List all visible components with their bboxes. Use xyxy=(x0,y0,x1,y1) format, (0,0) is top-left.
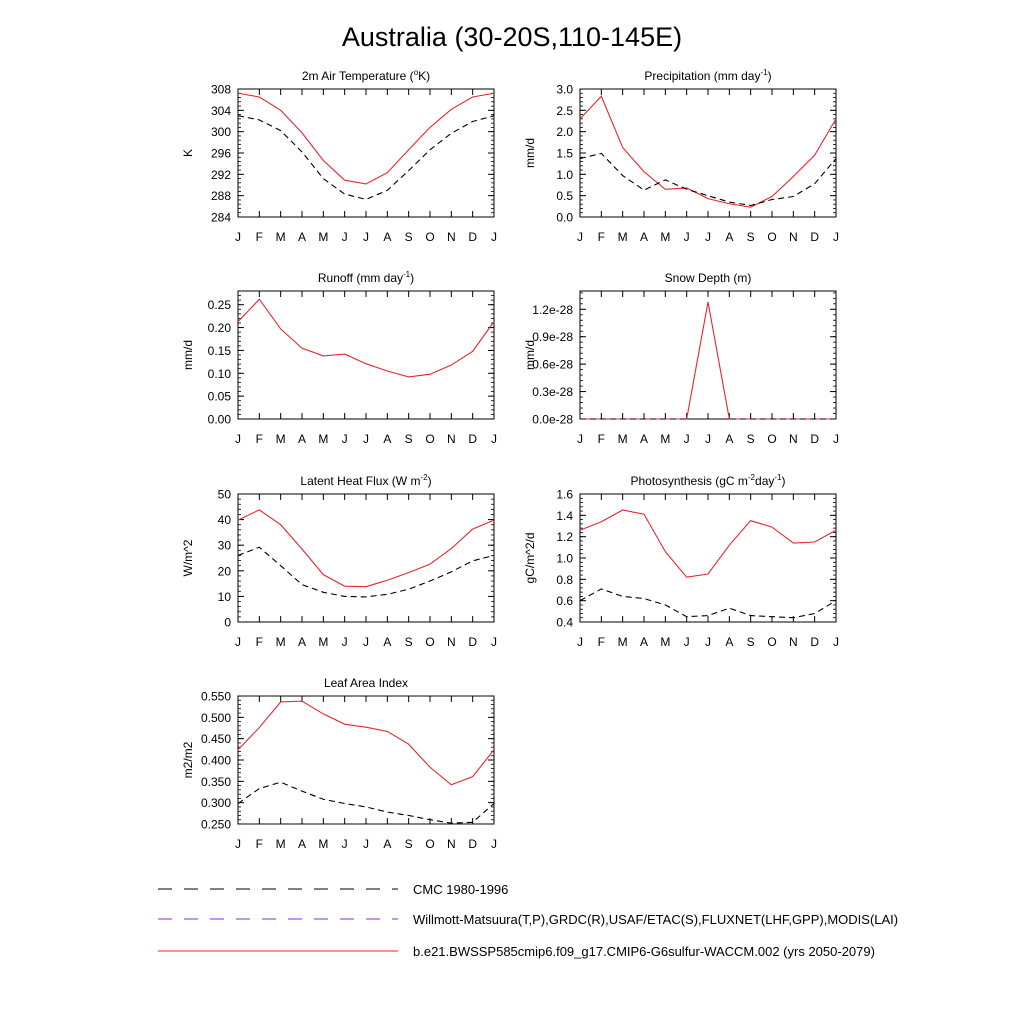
x-tick-label: A xyxy=(383,230,392,244)
y-tick-label: 0.450 xyxy=(200,732,231,747)
x-tick-label: S xyxy=(404,230,413,244)
x-tick-label: F xyxy=(255,837,264,851)
y-tick-label: 30 xyxy=(217,538,231,553)
x-tick-label: J xyxy=(341,837,348,851)
panel-title: Snow Depth (m) xyxy=(664,271,752,285)
panel-7 xyxy=(181,676,497,851)
y-tick-label: 0.6e-28 xyxy=(532,357,573,372)
x-tick-label: M xyxy=(660,635,671,649)
x-tick-label: F xyxy=(597,230,606,244)
panel-1 xyxy=(181,68,497,244)
series-line-obs xyxy=(238,116,494,200)
plot-frame xyxy=(238,494,494,622)
x-tick-label: M xyxy=(660,432,671,446)
x-tick-label: A xyxy=(297,432,307,446)
x-tick-label: M xyxy=(275,432,286,446)
x-tick-label: O xyxy=(767,635,777,649)
x-tick-label: J xyxy=(683,432,690,446)
y-tick-label: 296 xyxy=(210,146,231,161)
x-tick-label: A xyxy=(639,635,649,649)
panel-5 xyxy=(181,473,497,649)
y-axis-label: W/m^2 xyxy=(181,539,195,577)
y-axis-label: m2/m2 xyxy=(181,741,195,779)
x-tick-label: J xyxy=(705,635,711,649)
x-tick-label: F xyxy=(255,635,264,649)
x-tick-label: J xyxy=(491,432,497,446)
x-tick-label: A xyxy=(297,837,307,851)
y-tick-label: 0.500 xyxy=(200,710,231,725)
y-tick-label: 0.6 xyxy=(556,594,573,609)
x-tick-label: J xyxy=(683,635,690,649)
y-tick-label: 0.15 xyxy=(207,343,231,358)
x-tick-label: J xyxy=(491,635,497,649)
x-tick-label: J xyxy=(235,837,241,851)
y-tick-label: 0.250 xyxy=(200,817,231,832)
y-tick-label: 2.0 xyxy=(556,125,573,140)
y-tick-label: 292 xyxy=(210,167,231,182)
x-tick-label: D xyxy=(810,230,820,244)
y-tick-label: 0 xyxy=(224,615,231,630)
x-tick-label: M xyxy=(617,230,628,244)
y-tick-label: 0.9e-28 xyxy=(532,330,573,345)
x-tick-label: J xyxy=(683,230,690,244)
x-tick-label: D xyxy=(468,635,478,649)
x-tick-label: M xyxy=(318,837,329,851)
x-tick-label: J xyxy=(363,837,369,851)
legend-label: b.e21.BWSSP585cmip6.f09_g17.CMIP6-G6sulfur-WACCM.002 (yrs 2050-2079) xyxy=(413,944,875,959)
plot-frame xyxy=(580,89,836,217)
x-tick-label: N xyxy=(788,230,798,244)
x-tick-label: O xyxy=(425,837,435,851)
x-tick-label: J xyxy=(235,230,241,244)
y-tick-label: 0.0e-28 xyxy=(532,412,573,427)
y-tick-label: 40 xyxy=(217,513,231,528)
plot-frame xyxy=(238,291,494,419)
x-tick-label: M xyxy=(318,432,329,446)
x-tick-label: J xyxy=(833,635,839,649)
x-tick-label: F xyxy=(255,432,264,446)
panel-6 xyxy=(523,473,839,649)
x-tick-label: A xyxy=(297,230,307,244)
y-tick-label: 0.350 xyxy=(200,774,231,789)
x-tick-label: J xyxy=(341,635,348,649)
x-tick-label: D xyxy=(810,432,820,446)
x-tick-label: S xyxy=(746,230,755,244)
x-tick-label: A xyxy=(725,230,734,244)
x-tick-label: J xyxy=(577,230,583,244)
x-tick-label: D xyxy=(468,837,478,851)
y-tick-label: 284 xyxy=(210,210,231,225)
x-tick-label: J xyxy=(235,432,241,446)
series-line-model xyxy=(238,299,494,377)
x-tick-label: N xyxy=(788,635,798,649)
x-tick-label: A xyxy=(383,635,392,649)
series-line-obs xyxy=(580,153,836,205)
x-tick-label: N xyxy=(446,837,456,851)
y-tick-label: 20 xyxy=(217,564,231,579)
panels xyxy=(181,68,839,851)
x-tick-label: D xyxy=(810,635,820,649)
x-tick-label: F xyxy=(597,635,606,649)
x-tick-label: M xyxy=(617,432,628,446)
plot-frame xyxy=(580,291,836,419)
y-axis-label: mm/d xyxy=(181,340,195,370)
y-tick-label: 1.2e-28 xyxy=(532,302,573,317)
x-tick-label: S xyxy=(404,635,413,649)
x-tick-label: J xyxy=(235,635,241,649)
panel-title: Latent Heat Flux (W $m^{-2}$) xyxy=(300,473,432,488)
x-tick-label: N xyxy=(788,432,798,446)
x-tick-label: M xyxy=(660,230,671,244)
series-line-model xyxy=(580,96,836,207)
x-tick-label: M xyxy=(275,635,286,649)
y-tick-label: 2.5 xyxy=(556,103,573,118)
y-tick-label: 0.0 xyxy=(556,210,573,225)
x-tick-label: A xyxy=(725,432,734,446)
series-line-obs xyxy=(238,782,494,823)
y-tick-label: 0.5 xyxy=(556,189,573,204)
series-line-model xyxy=(580,510,836,577)
x-tick-label: J xyxy=(833,432,839,446)
x-tick-label: J xyxy=(341,432,348,446)
x-tick-label: D xyxy=(468,432,478,446)
y-tick-label: 10 xyxy=(217,589,231,604)
x-tick-label: M xyxy=(275,230,286,244)
series-line-obs xyxy=(580,589,836,618)
panel-title: Photosynthesis (gC $m^{-2}day^{-1}$) xyxy=(630,473,786,488)
x-tick-label: S xyxy=(746,432,755,446)
x-tick-label: J xyxy=(491,230,497,244)
y-tick-label: 0.05 xyxy=(207,389,231,404)
y-tick-label: 1.0 xyxy=(556,167,573,182)
x-tick-label: F xyxy=(255,230,264,244)
series-line-model xyxy=(238,701,494,785)
panel-title: 2m Air Temperature ($^o$K) xyxy=(301,68,431,83)
y-tick-label: 1.2 xyxy=(556,530,573,545)
x-tick-label: A xyxy=(383,432,392,446)
panel-3 xyxy=(181,270,497,446)
x-tick-label: N xyxy=(446,432,456,446)
x-tick-label: J xyxy=(363,230,369,244)
x-tick-label: J xyxy=(577,432,583,446)
y-axis-label: mm/d xyxy=(523,138,537,168)
y-tick-label: 0.3e-28 xyxy=(532,385,573,400)
legend-item xyxy=(158,912,898,927)
x-tick-label: M xyxy=(275,837,286,851)
series-line-model xyxy=(238,510,494,587)
legend xyxy=(158,882,898,959)
x-tick-label: M xyxy=(318,230,329,244)
y-tick-label: 0.8 xyxy=(556,572,573,587)
x-tick-label: J xyxy=(577,635,583,649)
x-tick-label: F xyxy=(597,432,606,446)
legend-item xyxy=(158,882,508,897)
x-tick-label: O xyxy=(425,432,435,446)
x-tick-label: A xyxy=(725,635,734,649)
y-tick-label: 0.25 xyxy=(207,298,231,313)
x-tick-label: S xyxy=(404,432,413,446)
y-tick-label: 3.0 xyxy=(556,82,573,97)
x-tick-label: O xyxy=(425,230,435,244)
y-tick-label: 304 xyxy=(210,103,231,118)
x-tick-label: O xyxy=(767,432,777,446)
y-tick-label: 0.00 xyxy=(207,412,231,427)
series-line-model xyxy=(580,302,836,419)
y-tick-label: 0.10 xyxy=(207,366,231,381)
y-tick-label: 1.0 xyxy=(556,551,573,566)
panel-2 xyxy=(523,68,839,244)
y-tick-label: 300 xyxy=(210,125,231,140)
x-tick-label: A xyxy=(297,635,307,649)
y-tick-label: 1.6 xyxy=(556,487,573,502)
x-tick-label: J xyxy=(363,432,369,446)
x-tick-label: A xyxy=(639,230,649,244)
plot-frame xyxy=(238,696,494,824)
legend-item xyxy=(158,944,875,959)
y-tick-label: 0.550 xyxy=(200,689,231,704)
y-axis-label: mm/d xyxy=(523,340,537,370)
x-tick-label: M xyxy=(617,635,628,649)
x-tick-label: A xyxy=(383,837,392,851)
figure-title: Australia (30-20S,110-145E) xyxy=(341,22,683,52)
x-tick-label: J xyxy=(341,230,348,244)
series-line-model xyxy=(238,93,494,184)
x-tick-label: O xyxy=(425,635,435,649)
x-tick-label: J xyxy=(491,837,497,851)
y-tick-label: 0.4 xyxy=(556,615,573,630)
x-tick-label: O xyxy=(767,230,777,244)
x-tick-label: J xyxy=(705,230,711,244)
x-tick-label: A xyxy=(639,432,649,446)
y-tick-label: 0.300 xyxy=(200,796,231,811)
y-tick-label: 1.5 xyxy=(556,146,573,161)
x-tick-label: N xyxy=(446,230,456,244)
panel-title: Precipitation (mm day$^{-1}$) xyxy=(644,68,772,83)
panel-title: Leaf Area Index xyxy=(323,676,409,690)
y-tick-label: 0.20 xyxy=(207,321,231,336)
plot-frame xyxy=(580,494,836,622)
y-tick-label: 288 xyxy=(210,189,231,204)
x-tick-label: J xyxy=(705,432,711,446)
y-tick-label: 0.400 xyxy=(200,753,231,768)
y-axis-label: K xyxy=(181,148,195,158)
y-axis-label: gC/m^2/d xyxy=(523,532,537,584)
y-tick-label: 1.4 xyxy=(556,508,573,523)
y-tick-label: 50 xyxy=(217,487,231,502)
panel-title: Runoff (mm day$^{-1}$) xyxy=(317,270,415,285)
x-tick-label: J xyxy=(833,230,839,244)
legend-label: CMC 1980-1996 xyxy=(413,882,509,897)
x-tick-label: D xyxy=(468,230,478,244)
panel-4 xyxy=(523,271,839,446)
x-tick-label: S xyxy=(404,837,413,851)
x-tick-label: S xyxy=(746,635,755,649)
x-tick-label: N xyxy=(446,635,456,649)
y-tick-label: 308 xyxy=(210,82,231,97)
series-line-obs xyxy=(238,547,494,597)
x-tick-label: M xyxy=(318,635,329,649)
x-tick-label: J xyxy=(363,635,369,649)
legend-label: Willmott-Matsuura(T,P),GRDC(R),USAF/ETAC(S),FLUXNET(LHF,GPP),MODIS(LAI) xyxy=(413,912,899,927)
